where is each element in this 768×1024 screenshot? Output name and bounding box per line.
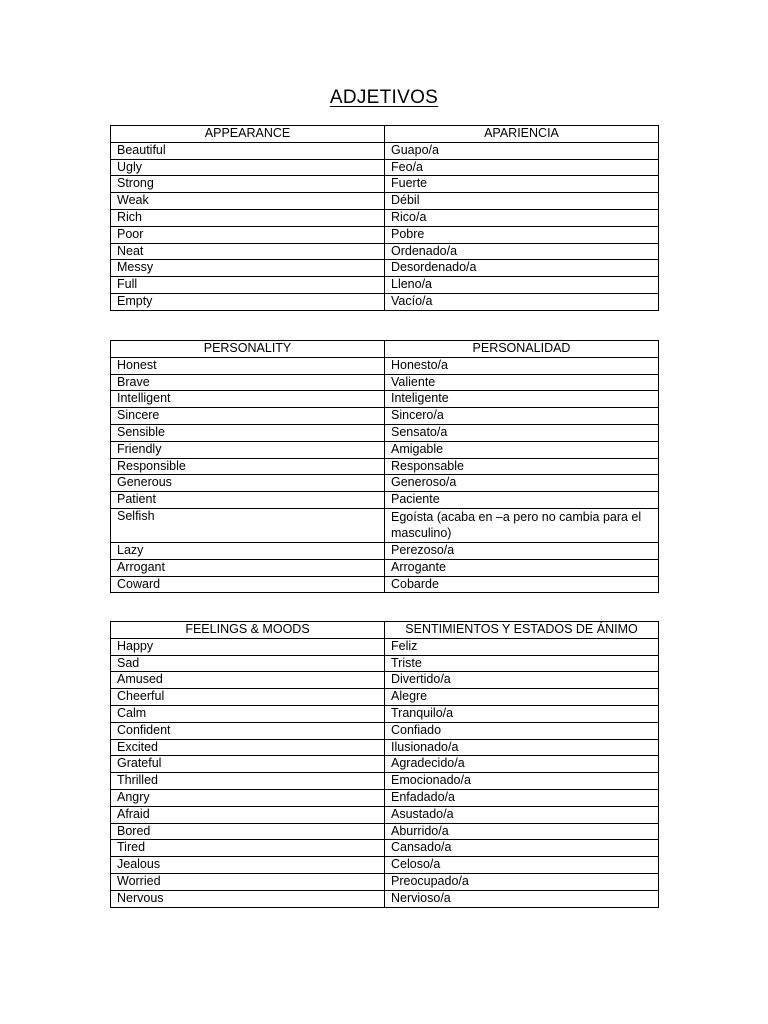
table-header-row	[111, 126, 659, 143]
spanish-word: Sincero/a	[385, 408, 659, 425]
table-row	[111, 739, 659, 756]
english-word: Friendly	[111, 441, 385, 458]
english-word: Lazy	[111, 542, 385, 559]
table-row	[111, 789, 659, 806]
english-word: Sincere	[111, 408, 385, 425]
table-row	[111, 293, 659, 310]
spanish-word: Responsable	[385, 458, 659, 475]
spanish-word: Paciente	[385, 492, 659, 509]
header-english: PERSONALITY	[111, 341, 385, 358]
page-title: ADJETIVOS	[329, 87, 439, 108]
table-row	[111, 243, 659, 260]
english-word: Generous	[111, 475, 385, 492]
english-word: Messy	[111, 260, 385, 277]
spanish-word: Pobre	[385, 226, 659, 243]
english-word: Cheerful	[111, 689, 385, 706]
english-word: Strong	[111, 176, 385, 193]
english-word: Coward	[111, 576, 385, 593]
header-english: APPEARANCE	[111, 126, 385, 143]
spanish-word: Fuerte	[385, 176, 659, 193]
english-word: Worried	[111, 873, 385, 890]
spanish-word: Vacío/a	[385, 293, 659, 310]
english-word: Patient	[111, 492, 385, 509]
spanish-word: Tranquilo/a	[385, 705, 659, 722]
header-spanish: APARIENCIA	[385, 126, 659, 143]
spanish-word: Perezoso/a	[385, 542, 659, 559]
header-english: FEELINGS & MOODS	[111, 622, 385, 639]
spanish-word: Enfadado/a	[385, 789, 659, 806]
table-row	[111, 357, 659, 374]
spanish-word: Cansado/a	[385, 840, 659, 857]
table-row	[111, 260, 659, 277]
english-word: Happy	[111, 638, 385, 655]
table-row	[111, 890, 659, 907]
english-word: Calm	[111, 705, 385, 722]
spanish-word: Agradecido/a	[385, 756, 659, 773]
english-word: Grateful	[111, 756, 385, 773]
table-row	[111, 391, 659, 408]
table-row	[111, 475, 659, 492]
header-spanish: SENTIMIENTOS Y ESTADOS DE ÁNIMO	[385, 622, 659, 639]
spanish-word: Débil	[385, 193, 659, 210]
spanish-word: Sensato/a	[385, 424, 659, 441]
table-row	[111, 705, 659, 722]
table-row	[111, 492, 659, 509]
spanish-word: Feo/a	[385, 159, 659, 176]
table-row	[111, 508, 659, 542]
english-word: Poor	[111, 226, 385, 243]
english-word: Brave	[111, 374, 385, 391]
table-row	[111, 209, 659, 226]
english-word: Sad	[111, 655, 385, 672]
english-word: Thrilled	[111, 773, 385, 790]
table-row	[111, 672, 659, 689]
english-word: Confident	[111, 722, 385, 739]
english-word: Selfish	[111, 508, 385, 542]
spanish-word: Ordenado/a	[385, 243, 659, 260]
spanish-word: Ilusionado/a	[385, 739, 659, 756]
english-word: Angry	[111, 789, 385, 806]
spanish-word: Egoísta (acaba en –a pero no cambia para el masculino)	[385, 508, 659, 542]
english-word: Honest	[111, 357, 385, 374]
spanish-word: Divertido/a	[385, 672, 659, 689]
spanish-word: Preocupado/a	[385, 873, 659, 890]
table-row	[111, 638, 659, 655]
spanish-word: Asustado/a	[385, 806, 659, 823]
spanish-word: Triste	[385, 655, 659, 672]
english-word: Weak	[111, 193, 385, 210]
spanish-word: Inteligente	[385, 391, 659, 408]
spanish-word: Generoso/a	[385, 475, 659, 492]
table-row	[111, 142, 659, 159]
table-row	[111, 823, 659, 840]
english-word: Nervous	[111, 890, 385, 907]
english-word: Intelligent	[111, 391, 385, 408]
table-header-row	[111, 341, 659, 358]
english-word: Excited	[111, 739, 385, 756]
spanish-word: Emocionado/a	[385, 773, 659, 790]
table-row	[111, 576, 659, 593]
spanish-word: Amigable	[385, 441, 659, 458]
table-row	[111, 193, 659, 210]
english-word: Arrogant	[111, 559, 385, 576]
spanish-word: Rico/a	[385, 209, 659, 226]
table-row	[111, 773, 659, 790]
header-spanish: PERSONALIDAD	[385, 341, 659, 358]
table-header-row	[111, 622, 659, 639]
table-row	[111, 840, 659, 857]
table-row	[111, 542, 659, 559]
table-row	[111, 441, 659, 458]
table-row	[111, 655, 659, 672]
table-row	[111, 722, 659, 739]
english-word: Amused	[111, 672, 385, 689]
spanish-word: Nervioso/a	[385, 890, 659, 907]
english-word: Jealous	[111, 857, 385, 874]
table-row	[111, 756, 659, 773]
table-row	[111, 424, 659, 441]
table-row	[111, 857, 659, 874]
table-row	[111, 458, 659, 475]
table-row	[111, 176, 659, 193]
english-word: Responsible	[111, 458, 385, 475]
spanish-word: Aburrido/a	[385, 823, 659, 840]
personality-table	[110, 340, 659, 593]
spanish-word: Celoso/a	[385, 857, 659, 874]
appearance-table	[110, 125, 659, 311]
spanish-word: Confiado	[385, 722, 659, 739]
english-word: Empty	[111, 293, 385, 310]
table-row	[111, 559, 659, 576]
table-row	[111, 374, 659, 391]
english-word: Tired	[111, 840, 385, 857]
spanish-word: Honesto/a	[385, 357, 659, 374]
english-word: Sensible	[111, 424, 385, 441]
english-word: Neat	[111, 243, 385, 260]
table-row	[111, 408, 659, 425]
spanish-word: Valiente	[385, 374, 659, 391]
english-word: Ugly	[111, 159, 385, 176]
table-row	[111, 226, 659, 243]
spanish-word: Desordenado/a	[385, 260, 659, 277]
english-word: Beautiful	[111, 142, 385, 159]
spanish-word: Feliz	[385, 638, 659, 655]
feelings-moods-table	[110, 621, 659, 908]
spanish-word: Arrogante	[385, 559, 659, 576]
spanish-word: Guapo/a	[385, 142, 659, 159]
english-word: Full	[111, 277, 385, 294]
spanish-word: Cobarde	[385, 576, 659, 593]
table-row	[111, 689, 659, 706]
english-word: Rich	[111, 209, 385, 226]
spanish-word: Alegre	[385, 689, 659, 706]
english-word: Afraid	[111, 806, 385, 823]
spanish-word: Lleno/a	[385, 277, 659, 294]
table-row	[111, 873, 659, 890]
table-row	[111, 159, 659, 176]
table-row	[111, 806, 659, 823]
english-word: Bored	[111, 823, 385, 840]
table-row	[111, 277, 659, 294]
